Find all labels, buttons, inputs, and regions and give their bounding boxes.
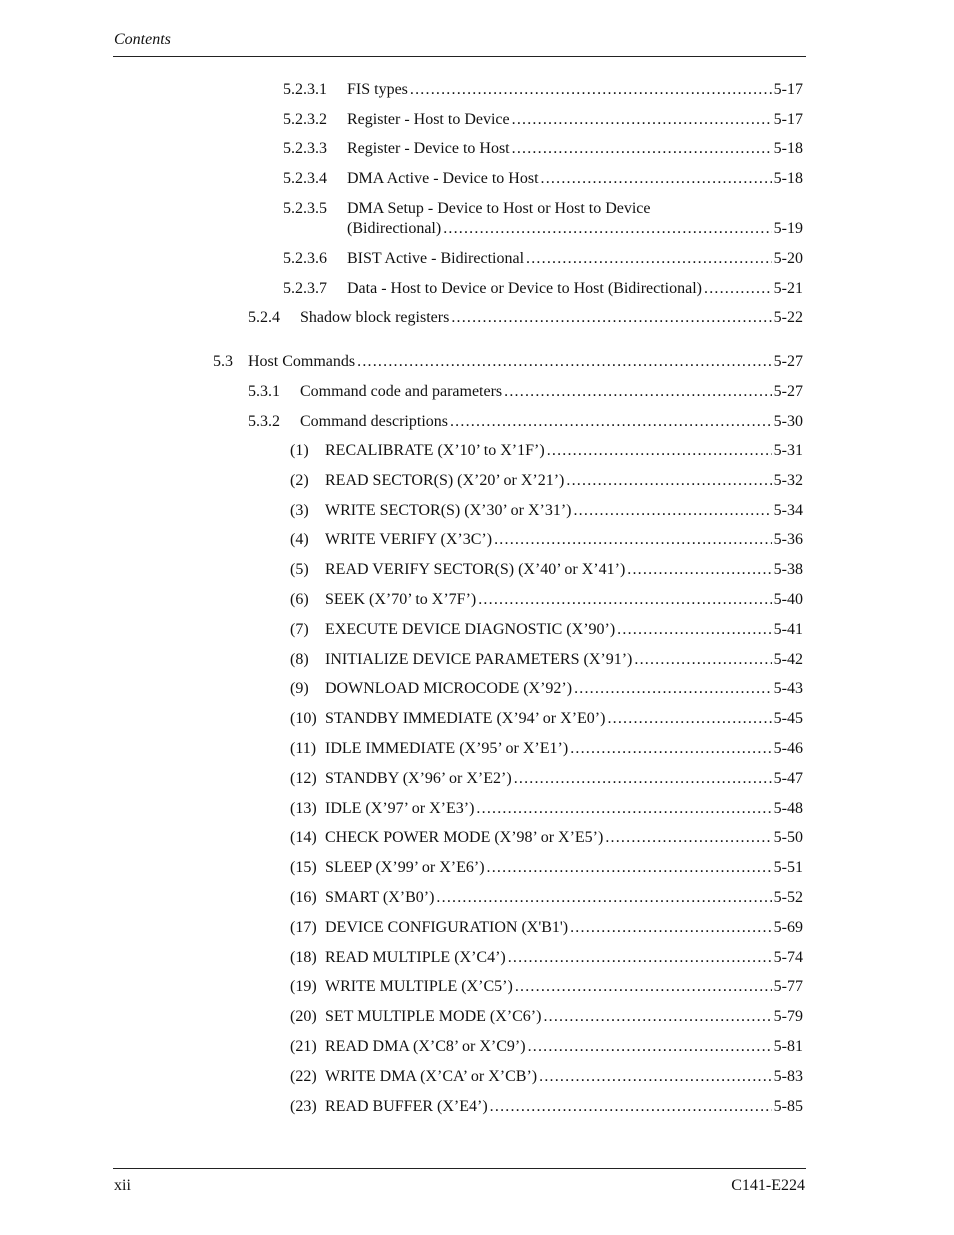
toc-entry-page: 5-38: [773, 561, 803, 578]
toc-entry-page: 5-27: [773, 353, 803, 370]
toc-dot-leader: [573, 501, 771, 521]
toc-entry[interactable]: [290, 1097, 803, 1117]
toc-entry[interactable]: [290, 888, 803, 908]
header-title: Contents: [114, 31, 171, 48]
toc-entry-number: (5): [290, 561, 309, 578]
toc-entry[interactable]: [290, 918, 803, 938]
toc-entry-number: (14): [290, 829, 317, 846]
toc-entry-number: (7): [290, 621, 309, 638]
toc-entry-number: (3): [290, 502, 309, 519]
toc-entry[interactable]: [290, 769, 803, 789]
toc-entry-number: 5.2.3.3: [283, 140, 327, 157]
toc-dot-leader: [450, 412, 772, 432]
toc-entry[interactable]: [290, 739, 803, 759]
toc-entry-number: (9): [290, 680, 309, 697]
toc-entry-title: SET MULTIPLE MODE (X’C6’): [325, 1008, 542, 1025]
toc-entry-title: Shadow block registers: [300, 309, 450, 326]
toc-entry-page: 5-30: [773, 413, 803, 430]
toc-entry-title: Register - Host to Device: [347, 111, 510, 128]
toc-dot-leader: [514, 769, 772, 789]
toc-entry-page: 5-77: [773, 978, 803, 995]
toc-dot-leader: [541, 169, 772, 189]
toc-entry-number: (15): [290, 859, 317, 876]
toc-entry-number: 5.2.3.2: [283, 111, 327, 128]
toc-dot-leader: [476, 799, 771, 819]
toc-entry-page: 5-51: [773, 859, 803, 876]
toc-entry-number: (19): [290, 978, 317, 995]
toc-entry-title: Register - Device to Host: [347, 140, 510, 157]
toc-entry[interactable]: [290, 471, 803, 491]
toc-entry-number: (20): [290, 1008, 317, 1025]
toc-dot-leader: [478, 590, 771, 610]
toc-dot-leader: [504, 382, 772, 402]
toc-entry-number: (13): [290, 800, 317, 817]
toc-entry-page: 5-36: [773, 531, 803, 548]
toc-entry-title: SLEEP (X’99’ or X’E6’): [325, 859, 485, 876]
toc-entry-page: 5-40: [773, 591, 803, 608]
toc-entry[interactable]: [213, 352, 803, 372]
toc-entry[interactable]: [248, 382, 803, 402]
toc-entry-page: 5-22: [773, 309, 803, 326]
toc-entry[interactable]: [290, 650, 803, 670]
toc-entry[interactable]: [283, 249, 803, 269]
toc-entry-number: (22): [290, 1068, 317, 1085]
toc-entry-page: 5-83: [773, 1068, 803, 1085]
toc-entry-number: 5.2.3.4: [283, 170, 327, 187]
toc-dot-leader: [617, 620, 772, 640]
toc-entry-page: 5-18: [773, 170, 803, 187]
toc-entry-page: 5-32: [773, 472, 803, 489]
toc-dot-leader: [410, 80, 772, 100]
toc-entry-number: (2): [290, 472, 309, 489]
toc-dot-leader: [490, 1097, 772, 1117]
footer-doc-id: C141-E224: [731, 1177, 805, 1194]
toc-entry-title: WRITE MULTIPLE (X’C5’): [325, 978, 513, 995]
toc-entry-page: 5-18: [773, 140, 803, 157]
toc-entry-page: 5-69: [773, 919, 803, 936]
toc-entry-page: 5-81: [773, 1038, 803, 1055]
toc-entry-number: (23): [290, 1098, 317, 1115]
toc-entry[interactable]: [283, 110, 803, 130]
toc-dot-leader: [512, 110, 772, 130]
toc-entry[interactable]: [290, 799, 803, 819]
toc-entry-title: FIS types: [347, 81, 408, 98]
toc-entry-number: 5.3: [213, 353, 233, 370]
toc-entry[interactable]: [283, 80, 803, 100]
toc-entry-number: (6): [290, 591, 309, 608]
toc-entry-title: Data - Host to Device or Device to Host (Bidirectional): [347, 280, 702, 297]
toc-entry-number: (10): [290, 710, 317, 727]
toc-dot-leader: [508, 948, 772, 968]
toc-entry-title: READ VERIFY SECTOR(S) (X’40’ or X’41’): [325, 561, 626, 578]
toc-entry-page: 5-52: [773, 889, 803, 906]
toc-entry-number: 5.2.3.1: [283, 81, 327, 98]
toc-dot-leader: [539, 1067, 772, 1087]
toc-entry[interactable]: [290, 530, 803, 550]
toc-entry-page: 5-17: [773, 111, 803, 128]
toc-entry[interactable]: [283, 139, 803, 159]
toc-entry[interactable]: [248, 308, 803, 328]
toc-entry[interactable]: [290, 828, 803, 848]
toc-dot-leader: [547, 441, 772, 461]
toc-entry-page: 5-85: [773, 1098, 803, 1115]
toc-entry-title: WRITE VERIFY (X’3C’): [325, 531, 493, 548]
toc-entry[interactable]: [283, 169, 803, 189]
toc-dot-leader: [607, 709, 771, 729]
toc-entry-number: 5.2.3.7: [283, 280, 327, 297]
toc-entry-title: DMA Setup - Device to Host or Host to Device: [347, 200, 651, 217]
toc-entry[interactable]: [248, 412, 803, 432]
toc-entry-title: READ BUFFER (X’E4’): [325, 1098, 488, 1115]
toc-entry-page: 5-34: [773, 502, 803, 519]
toc-entry[interactable]: [290, 560, 803, 580]
toc-entry-number: (18): [290, 949, 317, 966]
toc-entry-page: 5-45: [773, 710, 803, 727]
toc-entry-number: (11): [290, 740, 317, 757]
toc-dot-leader: [526, 249, 772, 269]
toc-entry-title: SEEK (X’70’ to X’7F’): [325, 591, 477, 608]
footer-rule: [113, 1168, 806, 1169]
toc-entry[interactable]: [290, 590, 803, 610]
toc-entry-title: INITIALIZE DEVICE PARAMETERS (X’91’): [325, 651, 633, 668]
toc-entry-page: 5-47: [773, 770, 803, 787]
toc-dot-leader: [543, 1007, 771, 1027]
toc-entry[interactable]: [347, 219, 803, 239]
toc-entry-title: WRITE DMA (X’CA’ or X’CB’): [325, 1068, 538, 1085]
footer-page-number: xii: [114, 1177, 131, 1194]
toc-dot-leader: [357, 352, 772, 372]
toc-entry-page: 5-19: [773, 220, 803, 237]
toc-entry-title: DOWNLOAD MICROCODE (X’92’): [325, 680, 573, 697]
toc-dot-leader: [494, 530, 772, 550]
toc-entry[interactable]: [290, 1067, 803, 1087]
toc-entry-title: WRITE SECTOR(S) (X’30’ or X’31’): [325, 502, 572, 519]
toc-entry-title: RECALIBRATE (X’10’ to X’1F’): [325, 442, 545, 459]
toc-entry[interactable]: [283, 279, 803, 299]
toc-dot-leader: [574, 679, 772, 699]
toc-entry[interactable]: [290, 679, 803, 699]
toc-dot-leader: [443, 219, 771, 239]
toc-entry-number: 5.2.3.6: [283, 250, 327, 267]
toc-entry-page: 5-21: [773, 280, 803, 297]
toc-entry-title: DEVICE CONFIGURATION (X'B1'): [325, 919, 569, 936]
toc-entry-title: IDLE (X’97’ or X’E3’): [325, 800, 475, 817]
toc-entry-title: CHECK POWER MODE (X’98’ or X’E5’): [325, 829, 604, 846]
toc-entry-number: 5.3.2: [248, 413, 280, 430]
toc-entry-page: 5-50: [773, 829, 803, 846]
toc-entry-number: (17): [290, 919, 317, 936]
toc-dot-leader: [570, 739, 771, 759]
toc-dot-leader: [605, 828, 771, 848]
toc-entry-title: READ MULTIPLE (X’C4’): [325, 949, 506, 966]
toc-entry-title: READ SECTOR(S) (X’20’ or X’21’): [325, 472, 565, 489]
toc-entry-title: Host Commands: [248, 353, 356, 370]
toc-entry-page: 5-74: [773, 949, 803, 966]
toc-entry-title: STANDBY (X’96’ or X’E2’): [325, 770, 512, 787]
toc-entry-title: Command descriptions: [300, 413, 448, 430]
toc-entry-title: SMART (X’B0’): [325, 889, 435, 906]
toc-entry-page: 5-43: [773, 680, 803, 697]
toc-entry[interactable]: [290, 977, 803, 997]
toc-entry-title: IDLE IMMEDIATE (X’95’ or X’E1’): [325, 740, 569, 757]
toc-entry-title: READ DMA (X’C8’ or X’C9’): [325, 1038, 526, 1055]
toc-entry-page: 5-17: [773, 81, 803, 98]
toc-entry-title: (Bidirectional): [347, 220, 442, 237]
toc-entry-page: 5-20: [773, 250, 803, 267]
toc-entry-page: 5-31: [773, 442, 803, 459]
toc-dot-leader: [570, 918, 772, 938]
toc-dot-leader: [528, 1037, 772, 1057]
toc-entry[interactable]: [290, 858, 803, 878]
toc-entry[interactable]: [290, 501, 803, 521]
toc-entry[interactable]: [290, 1007, 803, 1027]
toc-entry-number: 5.3.1: [248, 383, 280, 400]
toc-dot-leader: [451, 308, 771, 328]
toc-dot-leader: [634, 650, 771, 670]
toc-entry-number: (8): [290, 651, 309, 668]
toc-entry-number: 5.2.3.5: [283, 200, 327, 217]
toc-entry-title: EXECUTE DEVICE DIAGNOSTIC (X’90’): [325, 621, 616, 638]
toc-dot-leader: [512, 139, 772, 159]
toc-dot-leader: [627, 560, 771, 580]
toc-entry-page: 5-27: [773, 383, 803, 400]
toc-entry[interactable]: [290, 948, 803, 968]
toc-dot-leader: [487, 858, 772, 878]
header-rule: [113, 56, 806, 57]
toc-entry-page: 5-79: [773, 1008, 803, 1025]
toc-entry[interactable]: [290, 1037, 803, 1057]
toc-dot-leader: [566, 471, 771, 491]
toc-entry-first-line[interactable]: [283, 199, 651, 219]
toc-entry-title: DMA Active - Device to Host: [347, 170, 539, 187]
toc-entry-title: STANDBY IMMEDIATE (X’94’ or X’E0’): [325, 710, 606, 727]
toc-entry[interactable]: [290, 620, 803, 640]
toc-entry-title: BIST Active - Bidirectional: [347, 250, 525, 267]
toc-entry-number: (12): [290, 770, 317, 787]
toc-entry-number: (1): [290, 442, 309, 459]
toc-entry-number: (21): [290, 1038, 317, 1055]
toc-entry-page: 5-48: [773, 800, 803, 817]
toc-entry-page: 5-42: [773, 651, 803, 668]
toc-entry-page: 5-41: [773, 621, 803, 638]
toc-entry[interactable]: [290, 441, 803, 461]
toc-entry-number: (16): [290, 889, 317, 906]
toc-entry-number: 5.2.4: [248, 309, 280, 326]
toc-dot-leader: [515, 977, 772, 997]
toc-entry[interactable]: [290, 709, 803, 729]
toc-entry-page: 5-46: [773, 740, 803, 757]
toc-entry-title: Command code and parameters: [300, 383, 503, 400]
toc-entry-number: (4): [290, 531, 309, 548]
toc-dot-leader: [436, 888, 771, 908]
toc-dot-leader: [704, 279, 772, 299]
